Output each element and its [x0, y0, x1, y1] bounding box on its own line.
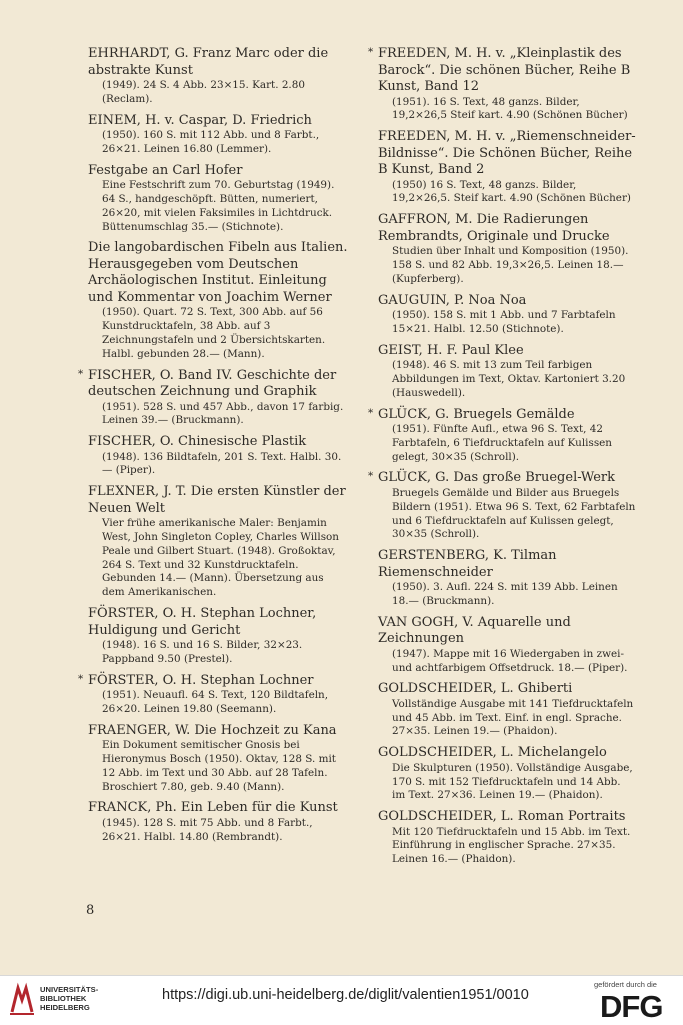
dfg-label: gefördert durch die — [594, 980, 657, 989]
permalink-url[interactable]: https://digi.ub.uni-heidelberg.de/diglit/valentien1951/0010 — [162, 987, 529, 1003]
entry-heading: EINEM, H. v. Caspar, D. Friedrich — [88, 112, 312, 128]
entry — [378, 809, 636, 867]
entry-heading: GOLDSCHEIDER, L. Ghiberti — [378, 681, 573, 697]
entry-details: (1948). 136 Bildtafeln, 201 S. Text. Halbl. 30.— (Piper). — [102, 450, 342, 477]
entry — [368, 406, 636, 465]
entry-heading: FÖRSTER, O. H. Stephan Lochner — [88, 672, 314, 688]
right-column — [368, 46, 636, 873]
new-mark: * — [368, 46, 374, 58]
entry-heading: GLÜCK, G. Das große Bruegel-Werk — [378, 470, 615, 486]
entry-details: (1950). Quart. 72 S. Text, 300 Abb. auf 56 Kunstdrucktafeln, 38 Abb. auf 3 Zeichnungstafeln und 2 Übersichtskarten. Halbl. gebunden 28.— (Mann). — [102, 306, 326, 360]
entry — [378, 212, 636, 286]
entry — [88, 113, 348, 157]
entry — [378, 681, 636, 739]
entry-details: (1949). 24 S. 4 Abb. 23×15. Kart. 2.80 (Reclam). — [102, 79, 305, 105]
entry-heading: FRANCK, Ph. Ein Leben für die Kunst — [88, 800, 338, 816]
entry-details: (1951). Neuaufl. 64 S. Text, 120 Bildtafeln, 26×20. Leinen 19.80 (Seemann). — [102, 689, 329, 715]
entry-heading: Die langobardischen Fibeln aus Italien. Herausgegeben vom Deutschen Archäologischen Institut. Einleitung und Kommentar von Joachim Werner — [88, 240, 348, 305]
entry-heading: GLÜCK, G. Bruegels Gemälde — [378, 406, 575, 422]
entry — [78, 672, 348, 717]
new-mark: * — [368, 406, 374, 419]
entry-details: Die Skulpturen (1950). Vollständige Ausgabe, 170 S. mit 152 Tiefdrucktafeln und 14 Abb. im Text. 27×36. Leinen 19.— (Phaidon). — [392, 761, 633, 802]
entry-heading: GERSTENBERG, K. Tilman Riemenschneider — [378, 548, 557, 580]
entry-details: Vollständige Ausgabe mit 141 Tiefdrucktafeln und 45 Abb. im Text. Einf. in engl. Sprache. 27×35. Leinen 19.— (Phaidon). — [392, 697, 634, 738]
entry — [378, 293, 636, 337]
entry-details: (1948). 16 S. und 16 S. Bilder, 32×23. Pappband 9.50 (Prestel). — [102, 639, 303, 665]
entry — [88, 800, 348, 844]
entry-details: (1948). 46 S. mit 13 zum Teil farbigen Abbildungen im Text, Oktav. Kartoniert 3.20 (Hauswedell). — [392, 359, 626, 399]
entry-details: Studien über Inhalt und Komposition (1950). 158 S. und 82 Abb. 19,3×26,5. Leinen 18.— (Kupferberg). — [392, 245, 629, 285]
university-library-logo-icon[interactable] — [8, 982, 36, 1018]
entry — [88, 46, 348, 107]
entry-details: Vier frühe amerikanische Maler: Benjamin West, John Singleton Copley, Charles Willson Peale und Gilbert Stuart. (1948). Großoktav, 264 S. Text und 32 Kunstdrucktafeln. Gebunden 14.— (Mann). Übersetzung aus dem Amerikanischen. — [102, 517, 339, 599]
entry-details: Ein Dokument semitischer Gnosis bei Hieronymus Bosch (1950). Oktav, 128 S. mit 12 Abb. im Text und 30 Abb. auf 28 Tafeln. Broschiert 7.80, geb. 9.40 (Mann). — [102, 739, 336, 793]
entry — [88, 484, 348, 600]
uni-line: UNIVERSITÄTS- — [40, 985, 99, 994]
entry-heading: FRAENGER, W. Die Hochzeit zu Kana — [88, 722, 337, 738]
entry — [378, 548, 636, 609]
entry — [378, 745, 636, 803]
entry-heading: FISCHER, O. Chinesische Plastik — [88, 434, 307, 450]
university-library-name — [40, 985, 98, 1012]
entry-details: (1950). 3. Aufl. 224 S. mit 139 Abb. Leinen 18.— (Bruckmann). — [392, 581, 618, 607]
entry-heading: FISCHER, O. Band IV. Geschichte der deutschen Zeichnung und Graphik — [88, 367, 337, 400]
entry — [378, 615, 636, 676]
entry-details: (1951). 528 S. und 457 Abb., davon 17 farbig. Leinen 39.— (Bruckmann). — [102, 400, 344, 427]
entry — [88, 163, 348, 235]
entry-heading: GAUGUIN, P. Noa Noa — [378, 292, 527, 308]
new-mark: * — [78, 672, 84, 685]
entry-heading: FLEXNER, J. T. Die ersten Künstler der Neuen Welt — [88, 484, 346, 516]
entry-heading: GOLDSCHEIDER, L. Roman Portraits — [378, 809, 626, 825]
entry-details: (1951). Fünfte Aufl., etwa 96 S. Text, 42 Farbtafeln, 6 Tiefdrucktafeln auf Kulissen gelegt, 30×35 (Schroll). — [392, 423, 612, 463]
entry-heading: FÖRSTER, O. H. Stephan Lochner, Huldigung und Gericht — [88, 606, 317, 638]
entry-heading: GAFFRON, M. Die Radierungen Rembrandts, Originale und Drucke — [378, 212, 610, 244]
entry-heading: GEIST, H. F. Paul Klee — [378, 342, 524, 358]
entry — [368, 46, 636, 123]
page-number: 8 — [86, 903, 95, 918]
svg-text:DFG: DFG — [600, 989, 663, 1021]
entry-heading: VAN GOGH, V. Aquarelle und Zeichnungen — [378, 614, 571, 647]
new-mark: * — [78, 367, 84, 380]
entry-heading: EHRHARDT, G. Franz Marc oder die abstrakte Kunst — [88, 46, 329, 78]
left-column — [78, 46, 348, 851]
entry-heading: FREEDEN, M. H. v. „Kleinplastik des Barock“. Die schönen Bücher, Reihe B Kunst, Band 12 — [378, 46, 631, 94]
entry-details: (1951). 16 S. Text, 48 ganzs. Bilder, 19,2×26,5 Steif kart. 4.90 (Schönen Bücher) — [392, 95, 628, 122]
entry — [78, 367, 348, 429]
dfg-logo-icon[interactable] — [600, 989, 676, 1021]
entry-heading: GOLDSCHEIDER, L. Michelangelo — [378, 745, 607, 761]
viewer-footer — [0, 975, 683, 1025]
entry — [88, 723, 348, 795]
entry-details: (1950) 16 S. Text, 48 ganzs. Bilder, 19,2×26,5. Steif kart. 4.90 (Schönen Bücher) — [392, 178, 631, 205]
entry-details: Mit 120 Tiefdrucktafeln und 15 Abb. im Text. Einführung in englischer Sprache. 27×35. Leinen 16.— (Phaidon). — [392, 825, 631, 866]
entry — [378, 343, 636, 401]
entry-details: (1950). 160 S. mit 112 Abb. und 8 Farbt., 26×21. Leinen 16.80 (Lemmer). — [102, 129, 320, 155]
uni-line: BIBLIOTHEK — [40, 994, 87, 1003]
entry-details: (1945). 128 S. mit 75 Abb. und 8 Farbt., 26×21. Halbl. 14.80 (Rembrandt). — [102, 816, 313, 843]
entry — [368, 470, 636, 542]
entry-heading: Festgabe an Carl Hofer — [88, 162, 243, 178]
entry-details: (1947). Mappe mit 16 Wiedergaben in zwei- und achtfarbigem Offsetdruck. 18.— (Piper). — [392, 647, 628, 674]
entry-details: Bruegels Gemälde und Bilder aus Bruegels Bildern (1951). Etwa 96 S. Text, 62 Farbtafeln und 6 Tiefdrucktafeln auf Kulissen gelegt, 30×35 (Schroll). — [392, 486, 636, 541]
entry-details: Eine Festschrift zum 70. Geburtstag (1949). 64 S., handgeschöpft. Bütten, numeriert, 26×20, mit vielen Faksimiles in Lichtdruck. Büttenumschlag 35.— (Stichnote). — [102, 179, 335, 233]
entry-heading: FREEDEN, M. H. v. „Riemenschneider-Bildnisse“. Die Schönen Bücher, Reihe B Kunst, Band 2 — [378, 129, 636, 178]
entry-details: (1950). 158 S. mit 1 Abb. und 7 Farbtafeln 15×21. Halbl. 12.50 (Stichnote). — [392, 309, 616, 335]
uni-line: HEIDELBERG — [40, 1003, 90, 1012]
new-mark: * — [368, 470, 374, 483]
entry — [88, 606, 348, 667]
entry — [378, 129, 636, 206]
entry — [88, 434, 348, 478]
entry — [88, 240, 348, 361]
